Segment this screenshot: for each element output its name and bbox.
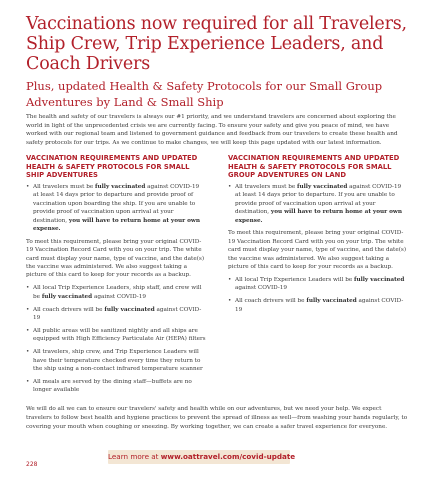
- list-item: • All local Trip Experience Leaders will be fully vaccinated against COVID-19: [228, 276, 405, 292]
- land-bullet-list: [228, 276, 408, 314]
- bullet-icon: •: [26, 306, 30, 313]
- bullet-icon: •: [228, 276, 232, 283]
- bullet-icon: •: [26, 327, 30, 334]
- covid-update-link[interactable]: www.oattravel.com/covid-update: [160, 452, 296, 461]
- list-item: • All coach drivers will be fully vaccinated against COVID-19: [26, 306, 202, 322]
- land-requirement-text: To meet this requirement, please bring your original COVID-19 Vaccination Record Card with you on your trip. The white card must display your name, type of vaccine, and the date(s) the vaccine was administered. We also suggest taking a picture of this card to keep for your records as a backup.: [228, 230, 407, 271]
- ship-requirement-text: To meet this requirement, please bring your original COVID-19 Vaccination Record Card with you on your trip. The white card must display your name, type of vaccine, and the date(s) the vaccine was administered. We also suggest taking a picture of this card to keep for your records as a backup.: [26, 238, 205, 279]
- learn-more-banner: [108, 450, 296, 464]
- land-heading: VACCINATION REQUIREMENTS AND UPDATED HEALTH & SAFETY PROTOCOLS FOR SMALL GROUP ADVENTURES ON LAND: [228, 154, 400, 180]
- land-first-list: [228, 183, 408, 225]
- ship-heading: VACCINATION REQUIREMENTS AND UPDATED HEALTH & SAFETY PROTOCOLS FOR SMALL SHIP ADVENTURES: [26, 154, 198, 180]
- list-item: • All coach drivers will be fully vaccinated against COVID-19: [228, 298, 404, 313]
- ship-bullet-list: [26, 284, 206, 394]
- page-number: 228: [26, 461, 38, 468]
- list-item: • All travelers, ship crew, and Trip Experience Leaders will have their temperature checked every time they return to the ship using a non-contact infrared temperature scanner: [26, 349, 203, 373]
- bullet-icon: •: [228, 298, 232, 305]
- land-column: [228, 154, 408, 399]
- intro-paragraph: The health and safety of our travelers is always our #1 priority, and we understand travelers are concerned about exploring the world in light of the unprecedented crisis we are currently facing. To ensure your safety and give you peace of mind, we have worked with our regional team and listened to government guidance and feedback from our travelers to create these health and safety protocols for our trips. As we continue to make changes, we will keep this page updated with our latest information.: [26, 114, 398, 146]
- ship-column: [26, 154, 206, 399]
- bullet-icon: •: [26, 285, 30, 292]
- list-item: • All meals are served by the dining staff—buffets are no longer available: [26, 379, 192, 394]
- ship-first-bullet: • All travelers must be fully vaccinated against COVID-19 at least 14 days prior to departure and provide proof of vaccination upon boarding the ship. If you are unable to provide proof of vaccination upon arrival at your destination, you will have to return home at your own expense.: [26, 183, 200, 232]
- bullet-icon: •: [26, 349, 30, 356]
- page-subtitle: Plus, updated Health & Safety Protocols for our Small Group Adventures by Land & Small Ship: [26, 79, 383, 109]
- list-item: • All public areas will be sanitized nightly and all ships are equipped with High Efficiency Particulate Air (HEPA) filters: [26, 327, 206, 343]
- list-item: • All local Trip Experience Leaders, ship staff, and crew will be fully vaccinated against COVID-19: [26, 285, 202, 300]
- bullet-icon: •: [228, 183, 232, 190]
- closing-paragraph: We will do all we can to ensure our travelers' safety and health while on our adventures, but we need your help. We expect travelers to follow best health and hygiene practices to prevent the spread of illness as well—from washing your hands regularly, to covering your mouth when coughing or sneezing. By working together, we can create a safer travel experience for everyone.: [26, 406, 408, 430]
- bullet-icon: •: [26, 379, 30, 385]
- page-footer: [0, 448, 430, 466]
- land-first-bullet: • All travelers must be fully vaccinated against COVID-19 at least 14 days prior to departure. If you are unable to provide proof of vaccination upon arrival at your destination, you will have to return home at your own expense.: [228, 183, 402, 224]
- ship-first-list: [26, 183, 206, 233]
- page-title: Vaccinations now required for all Travelers, Ship Crew, Trip Experience Leaders, and Coach Drivers: [26, 14, 407, 74]
- page-content: [26, 14, 408, 431]
- banner-label: Learn more at: [108, 452, 159, 461]
- protocol-columns: [26, 154, 408, 399]
- bullet-icon: •: [26, 183, 30, 190]
